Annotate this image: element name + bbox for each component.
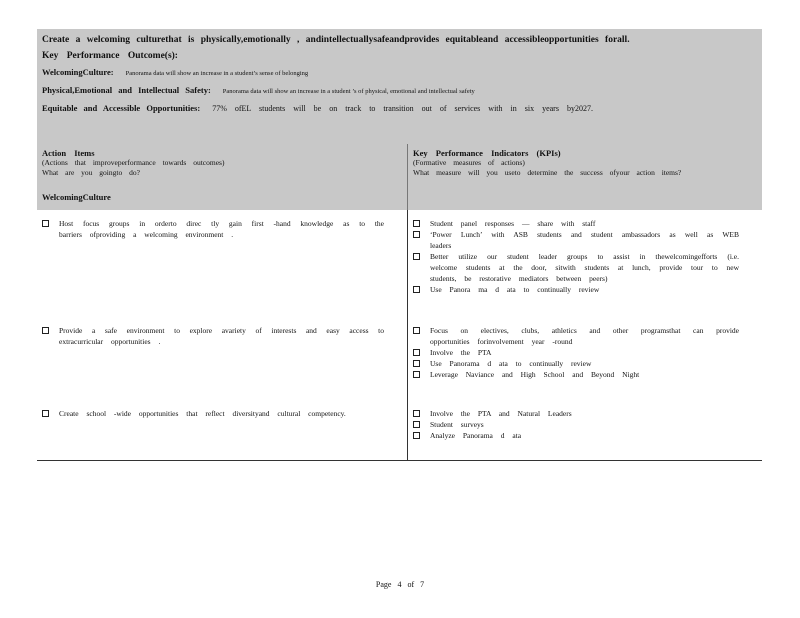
strategic-plan-page xyxy=(37,29,762,461)
action-cell xyxy=(42,218,384,240)
checkbox-icon xyxy=(413,432,420,439)
action-items-title: Action Items xyxy=(42,148,95,158)
action-items-header xyxy=(42,148,402,178)
column-headers xyxy=(37,144,762,210)
list-item: Provide a safe environment to explore avariety of interests and easy access to extracurricular opportunities . xyxy=(42,325,384,347)
column-divider xyxy=(407,210,408,460)
checkbox-icon xyxy=(413,349,420,356)
action-items-sub1: (Actions that improveperformance towards outcomes) xyxy=(42,158,225,167)
list-item: Involve the PTA and Natural Leaders xyxy=(413,408,739,419)
outcome-text: Panorama data will show an increase in a student ’s of physical, emotional and intellectual safety xyxy=(222,88,475,95)
checkbox-icon xyxy=(413,327,420,334)
checkbox-icon xyxy=(413,371,420,378)
list-item: Create school -wide opportunities that reflect diversityand cultural competency. xyxy=(42,408,384,419)
checkbox-icon xyxy=(42,410,49,417)
header-divider xyxy=(407,144,408,210)
list-item: Focus on electives, clubs, athletics and other programsthat can provide opportunities forinvolvement year -round xyxy=(413,325,739,347)
kpi-sub2: What measure will you useto determine the success ofyour action items? xyxy=(413,168,682,177)
outcome-text: 77% ofEL students will be on track to transition out of services with in six years by2027. xyxy=(212,104,593,113)
list-item: Analyze Panorama d ata xyxy=(413,430,739,441)
outcome-equitable xyxy=(42,103,757,114)
outcome-welcoming xyxy=(42,67,757,79)
outcome-label: Equitable and Accessible Opportunities: xyxy=(42,103,201,113)
checkbox-icon xyxy=(42,327,49,334)
list-item: Leverage Naviance and High School and Beyond Night xyxy=(413,369,739,380)
checkbox-icon xyxy=(413,231,420,238)
page-number: Page 4 of 7 xyxy=(375,580,425,589)
list-item: Use Panorama d ata to continually review xyxy=(413,358,739,369)
outcome-label: WelcomingCulture: xyxy=(42,67,114,77)
outcome-text: Panorama data will show an increase in a student’s sense of belonging xyxy=(125,70,309,77)
list-item: Use Panora ma d ata to continually review xyxy=(413,284,739,295)
kpi-cell xyxy=(413,325,739,380)
kpi-cell xyxy=(413,218,739,295)
checkbox-icon xyxy=(413,253,420,260)
goal-header xyxy=(37,29,762,210)
checkbox-icon xyxy=(413,220,420,227)
kpi-title: Key Performance Indicators (KPIs) xyxy=(413,148,561,158)
action-items-sub2: What are you goingto do? xyxy=(42,168,140,177)
action-cell xyxy=(42,408,384,419)
list-item: ‘Power Lunch’ with ASB students and student ambassadors as well as WEB leaders xyxy=(413,229,739,251)
kpi-sub1: (Formative measures of actions) xyxy=(413,158,525,167)
outcome-label: Physical,Emotional and Intellectual Safety: xyxy=(42,85,211,95)
checkbox-icon xyxy=(413,286,420,293)
list-item: Better utilize our student leader groups to assist in thewelcomingefforts (i.e. welcome students at the door, sitwith students at lunch, provide tour to new students, be restorative mediators between peers) xyxy=(413,251,739,284)
checkbox-icon xyxy=(413,360,420,367)
list-item: Involve the PTA xyxy=(413,347,739,358)
kpi-cell xyxy=(413,408,739,441)
checkbox-icon xyxy=(42,220,49,227)
goal-title: Create a welcoming culturethat is physically,emotionally , andintellectuallysafeandprovides equitableand accessibleopportunities forall. xyxy=(42,35,630,45)
checkbox-icon xyxy=(413,421,420,428)
section-label: WelcomingCulture xyxy=(42,192,111,202)
kpo-label: Key Performance Outcome(s): xyxy=(42,51,178,61)
kpi-header xyxy=(413,148,758,178)
list-item: Host focus groups in orderto direc tly gain first -hand knowledge as to the barriers ofproviding a welcoming environment . xyxy=(42,218,384,240)
outcome-safety xyxy=(42,85,757,97)
action-cell xyxy=(42,325,384,347)
checkbox-icon xyxy=(413,410,420,417)
list-item: Student surveys xyxy=(413,419,739,430)
plan-table xyxy=(37,210,762,461)
list-item: Student panel responses — share with staff xyxy=(413,218,739,229)
